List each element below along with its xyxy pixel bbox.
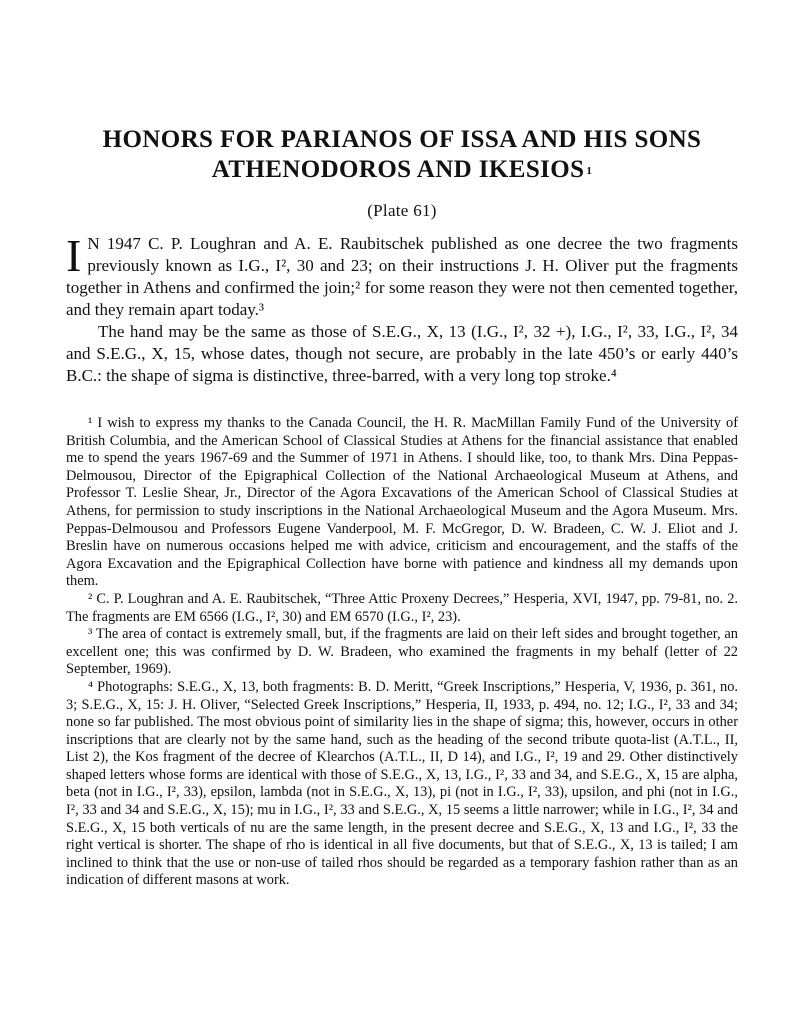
paragraph-1-text: N 1947 C. P. Loughran and A. E. Raubitschek published as one decree the two fragments previously known as I.G., I², 30 and 23; on their instructions J. H. Oliver put the fragments together in Athens and confirmed the join;² for some reason they were not then cemented together, and they remain apart today.³ bbox=[66, 234, 738, 319]
footnotes bbox=[66, 415, 738, 890]
footnote-4: ⁴ Photographs: S.E.G., X, 13, both fragments: B. D. Meritt, “Greek Inscriptions,” Hesperia, V, 1936, p. 361, no. 3; S.E.G., X, 15: J. H. Oliver, “Selected Greek Inscriptions,” Hesperia, II, 1933, p. 494, no. 12; I.G., I², 33 and 34; none so far published. The most obvious point of similarity lies in the shape of sigma; this, however, occurs in other inscriptions that are clearly not by the same hand, such as the heading of the second tribute quota-list (A.T.L., II, List 2), the Kos fragment of the decree of Klearchos (A.T.L., II, D 14), and I.G., I², 19 and 29. Other distinctively shaped letters whose forms are identical with those of S.E.G., X, 13, I.G., I², 33 and 34, and S.E.G., X, 15 are alpha, beta (not in I.G., I², 33), epsilon, lambda (not in S.E.G., X, 13), pi (not in I.G., I², 33), upsilon, and phi (not in I.G., I², 33 and 34 and S.E.G., X, 15); mu in I.G., I², 33 and S.E.G., X, 15 seems a little narrower; while in I.G., I², 34 and S.E.G., X, 15 both verticals of nu are the same length, in the present decree and S.E.G., X, 13 and I.G., I², 33 the right vertical is shorter. The shape of rho is identical in all five documents, but that of S.E.G., X, 13 is tailed; I am inclined to think that the use or non-use of tailed rhos should be regarded as a temporary fashion rather than as an indication of different masons at work. bbox=[66, 678, 738, 889]
footnote-3: ³ The area of contact is extremely small, but, if the fragments are laid on their left sides and brought together, an excellent one; this was confirmed by D. W. Bradeen, who examined the fragments in my behalf (letter of 22 September, 1969). bbox=[66, 626, 738, 678]
title-line-2: ATHENODOROS AND IKESIOS bbox=[211, 156, 585, 183]
title-line-1: HONORS FOR PARIANOS OF ISSA AND HIS SONS bbox=[102, 126, 702, 153]
page bbox=[66, 0, 738, 890]
footnote-1: ¹ I wish to express my thanks to the Canada Council, the H. R. MacMillan Family Fund of the University of British Columbia, and the American School of Classical Studies at Athens for the financial assistance that enabled me to spend the years 1967-69 and the Summer of 1971 in Athens. I should like, too, to thank Mrs. Dina Peppas-Delmousou, Director of the Epigraphical Collection of the National Archaeological Museum at Athens, and Professor T. Leslie Shear, Jr., Director of the Agora Excavations of the American School of Classical Studies at Athens, for permission to study inscriptions in the National Archaeological Museum and the Agora Museum. Mrs. Peppas-Delmousou and Professors Eugene Vanderpool, M. F. McGregor, D. W. Bradeen, C. W. J. Eliot and J. Breslin have on numerous occasions helped me with advice, criticism and encouragement, and the staffs of the Agora Excavation and the Epigraphical Collection have borne with patience and kindness all my demands upon them. bbox=[66, 415, 738, 590]
article-title bbox=[66, 125, 738, 185]
main-text bbox=[66, 230, 738, 387]
plate-reference: (Plate 61) bbox=[367, 201, 437, 220]
title-footnote-ref[interactable]: 1 bbox=[586, 165, 593, 177]
paragraph-2: The hand may be the same as those of S.E.G., X, 13 (I.G., I², 32 +), I.G., I², 33, I.G., I², 34 and S.E.G., X, 15, whose dates, though not secure, are probably in the late 450’s or early 440’s B.C.: the shape of sigma is distinctive, three-barred, with a very long top stroke.⁴ bbox=[66, 322, 738, 385]
footnote-2: ² C. P. Loughran and A. E. Raubitschek, “Three Attic Proxeny Decrees,” Hesperia, XVI, 1947, pp. 79-81, no. 2. The fragments are EM 6566 (I.G., I², 30) and EM 6570 (I.G., I², 23). bbox=[66, 590, 738, 625]
paragraph-1 bbox=[66, 230, 738, 321]
drop-cap: I bbox=[66, 230, 82, 281]
